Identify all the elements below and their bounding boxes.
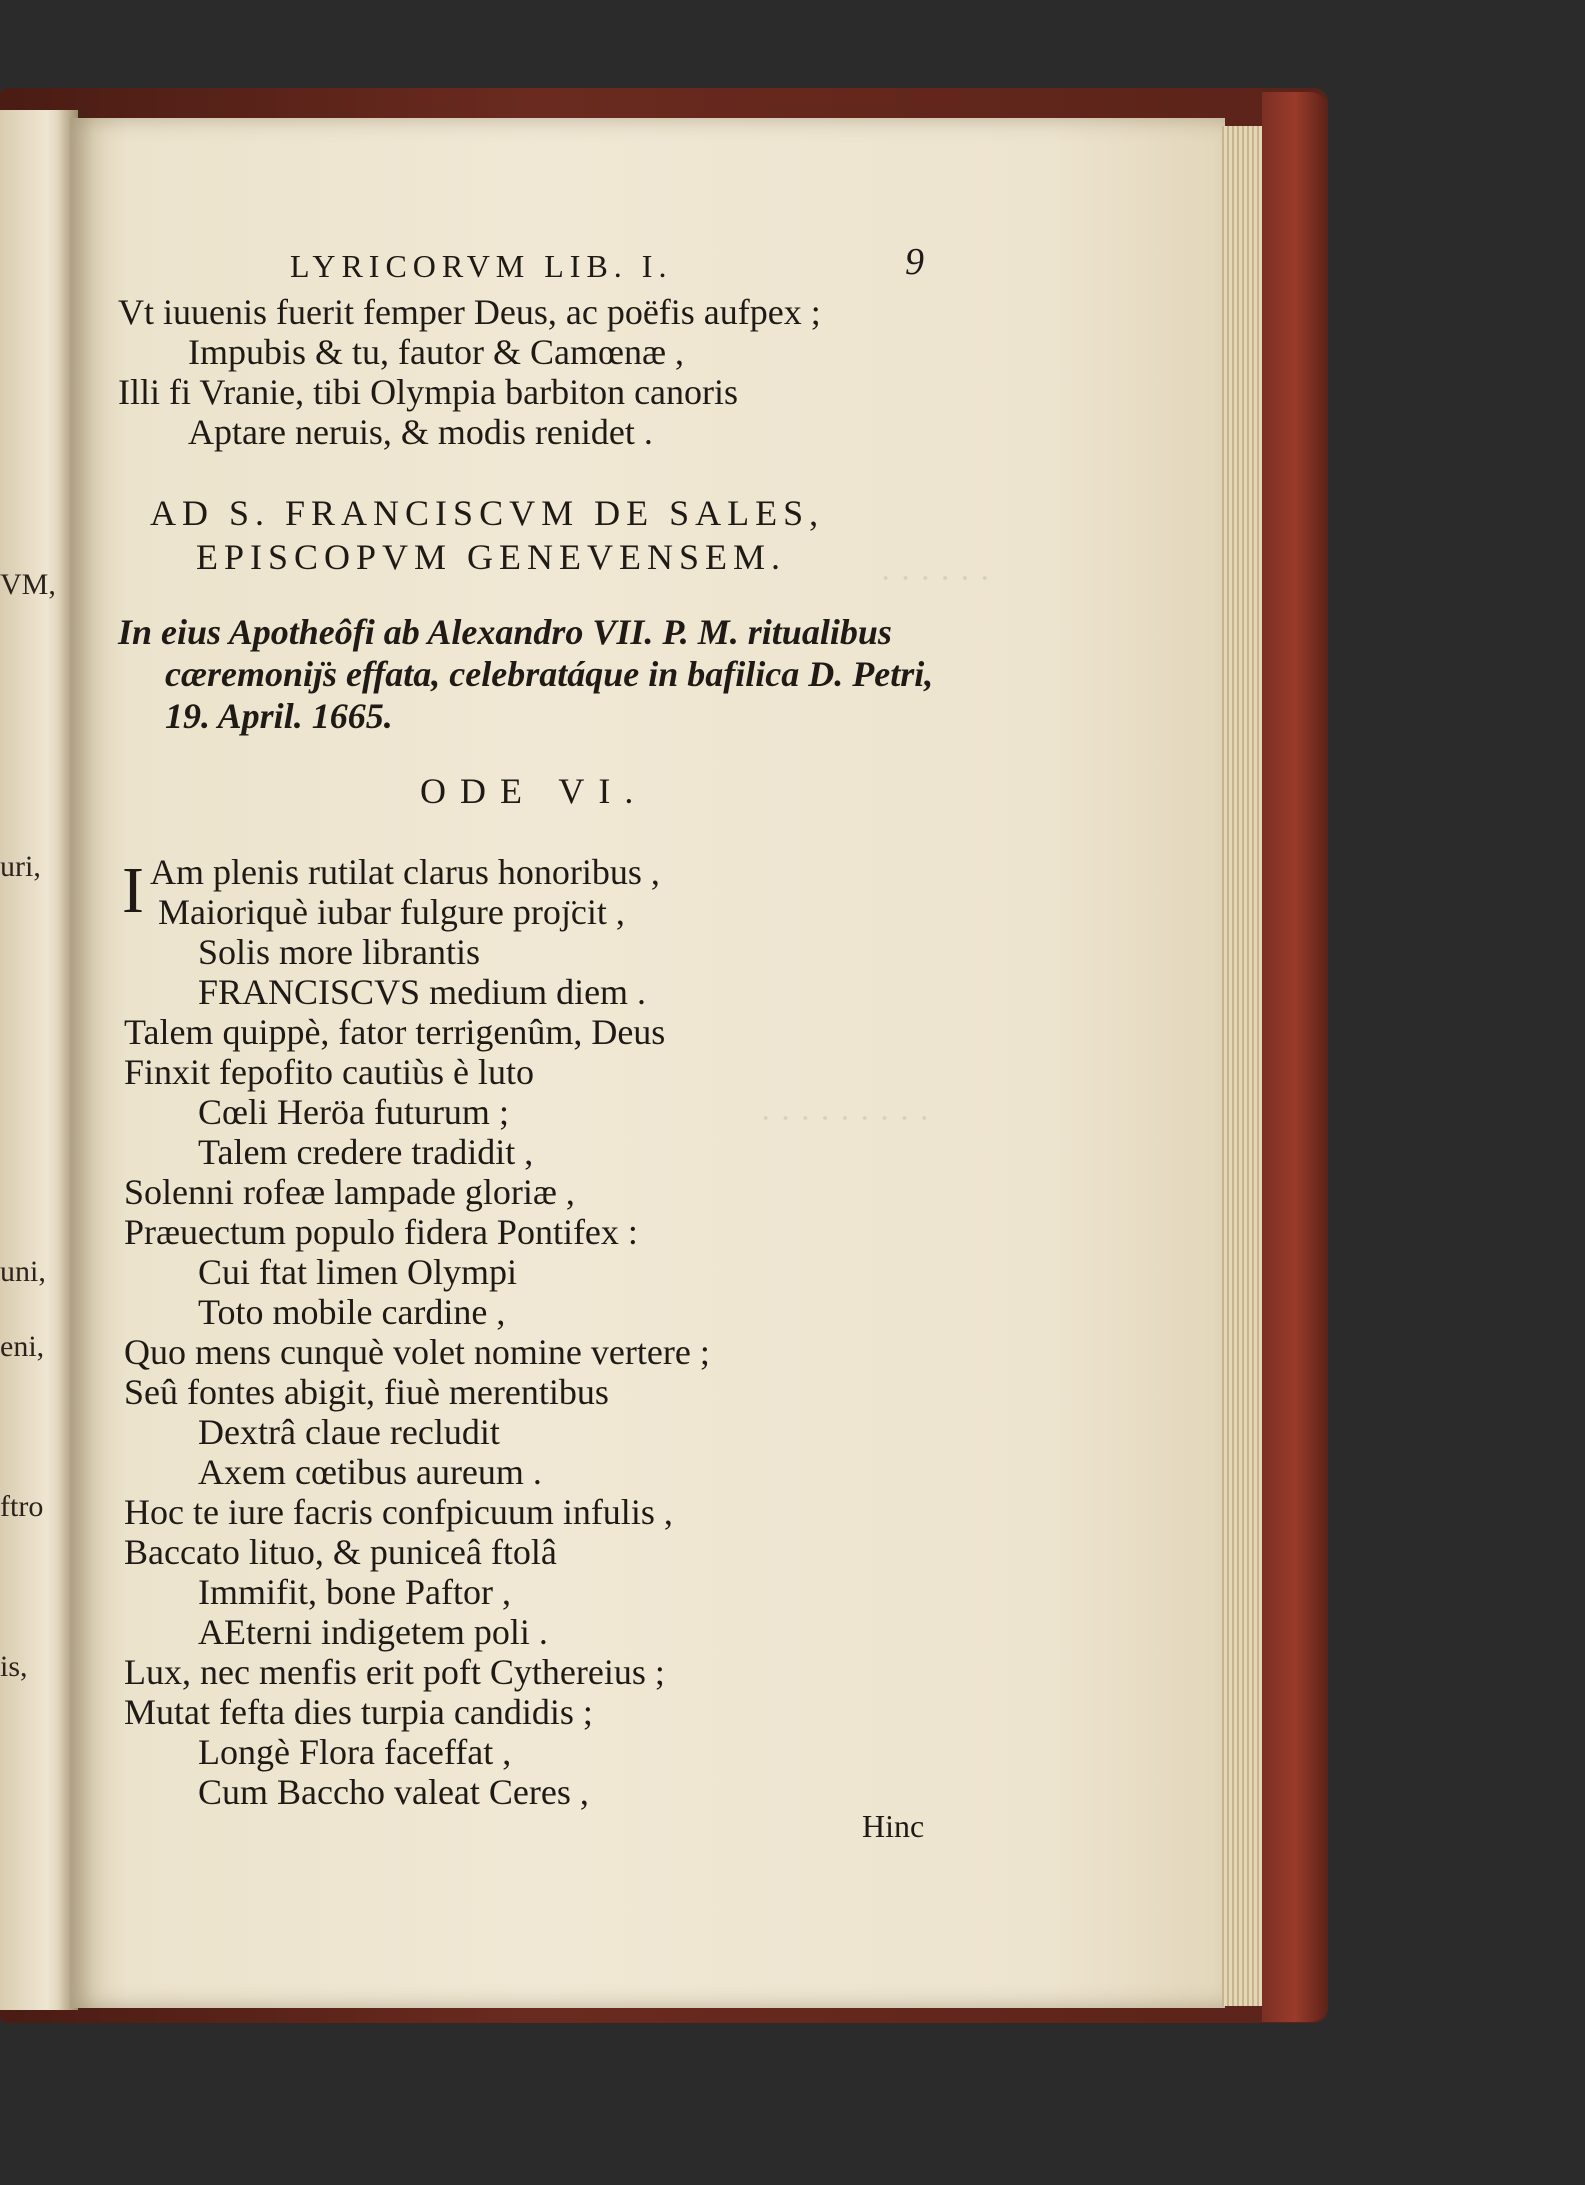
- ode-line: Dextrâ claue recludit: [198, 1412, 500, 1452]
- ode-line: Talem quippè, fator terrigenûm, Deus: [124, 1012, 666, 1052]
- ode-line: Cum Baccho valeat Ceres ,: [198, 1772, 589, 1812]
- ode-line: Immifit, bone Paftor ,: [198, 1572, 511, 1612]
- book-photograph: VM, uri, uni, eni, ftro is, · · · · · · · · · · · · · · · LYRICORVM LIB. I. 9 Vt iuuenis fuerit femper Deus, ac poëfis aufpex ; Impubis & tu, fautor & Camœnæ , Illi fi Vranie, tibi Olympia barbiton canoris Aptare neruis, & modis renidet . AD S. FRANCISCVM DE SALES, EPISCOPVM GENEVENSEM. In eius Apotheôfi ab Alexandro VII. P. M. ritualibus cæremoniȷ̈s effata, celebratáque in bafilica D. Petri, 19. April. 1665. ODE VI. I Am plenis rutilat clarus honoribus , Maioriquè iubar fulgure proȷ̈cit , Solis more librantis FRANCISCVS medium diem . Talem quippè, fator terrigenûm, Deus Finxit fepofito cautiùs è luto Cœli Heröa futurum ; Talem credere tradidit , Solenni rofeæ lampade gloriæ , Præuectum populo fidera Pontifex : Cui ftat limen Olympi Toto mobile cardine , Quo mens cunquè volet nomine vertere ; Seû fontes abigit, fiuè merentibus Dextrâ claue recludit Axem cœtibus aureum . Hoc te iure facris confpicuum infulis , Baccato lituo, & puniceâ ftolâ Immifit, bone Paftor , AEterni indigetem poli . Lux, nec menfis erit poft Cythereius ; Mutat fefta dies turpia candidis ; Longè Flora faceffat , Cum Baccho valeat Ceres , Hinc: [0, 0, 1585, 2185]
- subtitle-line: cæremoniȷ̈s effata, celebratáque in bafilica D. Petri,: [165, 654, 934, 694]
- subtitle-line: In eius Apotheôfi ab Alexandro VII. P. M. ritualibus: [118, 612, 892, 652]
- running-head: LYRICORVM LIB. I.: [290, 248, 673, 284]
- left-fragment: uni,: [0, 1255, 46, 1288]
- ode-line: Toto mobile cardine ,: [198, 1292, 506, 1332]
- left-fragment: is,: [0, 1650, 28, 1683]
- ode-line: Talem credere tradidit ,: [198, 1132, 534, 1172]
- ode-line: Maioriquè iubar fulgure proȷ̈cit ,: [158, 892, 625, 932]
- heading-line: AD S. FRANCISCVM DE SALES,: [150, 493, 825, 533]
- ode-line: Am plenis rutilat clarus honoribus ,: [150, 852, 660, 892]
- ode-line: Præuectum populo fidera Pontifex :: [124, 1212, 638, 1252]
- ode-line: Mutat fefta dies turpia candidis ;: [124, 1692, 593, 1732]
- ode-line: Quo mens cunquè volet nomine vertere ;: [124, 1332, 710, 1372]
- left-fragment: uri,: [0, 850, 41, 883]
- ode-line: Axem cœtibus aureum .: [198, 1452, 542, 1492]
- ode-line: Solenni rofeæ lampade gloriæ ,: [124, 1172, 575, 1212]
- ode-line: Cœli Heröa futurum ;: [198, 1092, 509, 1132]
- left-fragment: ftro: [0, 1490, 44, 1523]
- verse-line: Illi fi Vranie, tibi Olympia barbiton canoris: [118, 372, 739, 412]
- ode-line: Hoc te iure facris confpicuum infulis ,: [124, 1492, 673, 1532]
- left-fragment: eni,: [0, 1330, 45, 1363]
- ode-line: Cui ftat limen Olympi: [198, 1252, 517, 1292]
- ode-line: Solis more librantis: [198, 932, 480, 972]
- ode-line: FRANCISCVS medium diem .: [198, 972, 647, 1012]
- verse-line: Aptare neruis, & modis renidet .: [188, 412, 653, 452]
- drop-cap: I: [122, 854, 144, 927]
- ode-line: Seû fontes abigit, fiuè merentibus: [124, 1372, 609, 1412]
- heading-line: EPISCOPVM GENEVENSEM.: [196, 537, 787, 577]
- ode-title: ODE VI.: [420, 771, 648, 811]
- ode-line: Longè Flora faceffat ,: [198, 1732, 512, 1772]
- folio: 9: [905, 241, 924, 283]
- catchword: Hinc: [862, 1808, 925, 1844]
- verse-line: Impubis & tu, fautor & Camœnæ ,: [188, 332, 684, 372]
- ode-line: Lux, nec menfis erit poft Cythereius ;: [124, 1652, 665, 1692]
- ode-line: Baccato lituo, & puniceâ ftolâ: [124, 1532, 557, 1572]
- ode-line: Finxit fepofito cautiùs è luto: [124, 1052, 534, 1092]
- verse-line: Vt iuuenis fuerit femper Deus, ac poëfis aufpex ;: [118, 292, 821, 332]
- left-fragment: VM,: [0, 568, 56, 601]
- subtitle-line: 19. April. 1665.: [165, 696, 393, 736]
- ode-line: AEterni indigetem poli .: [198, 1612, 548, 1652]
